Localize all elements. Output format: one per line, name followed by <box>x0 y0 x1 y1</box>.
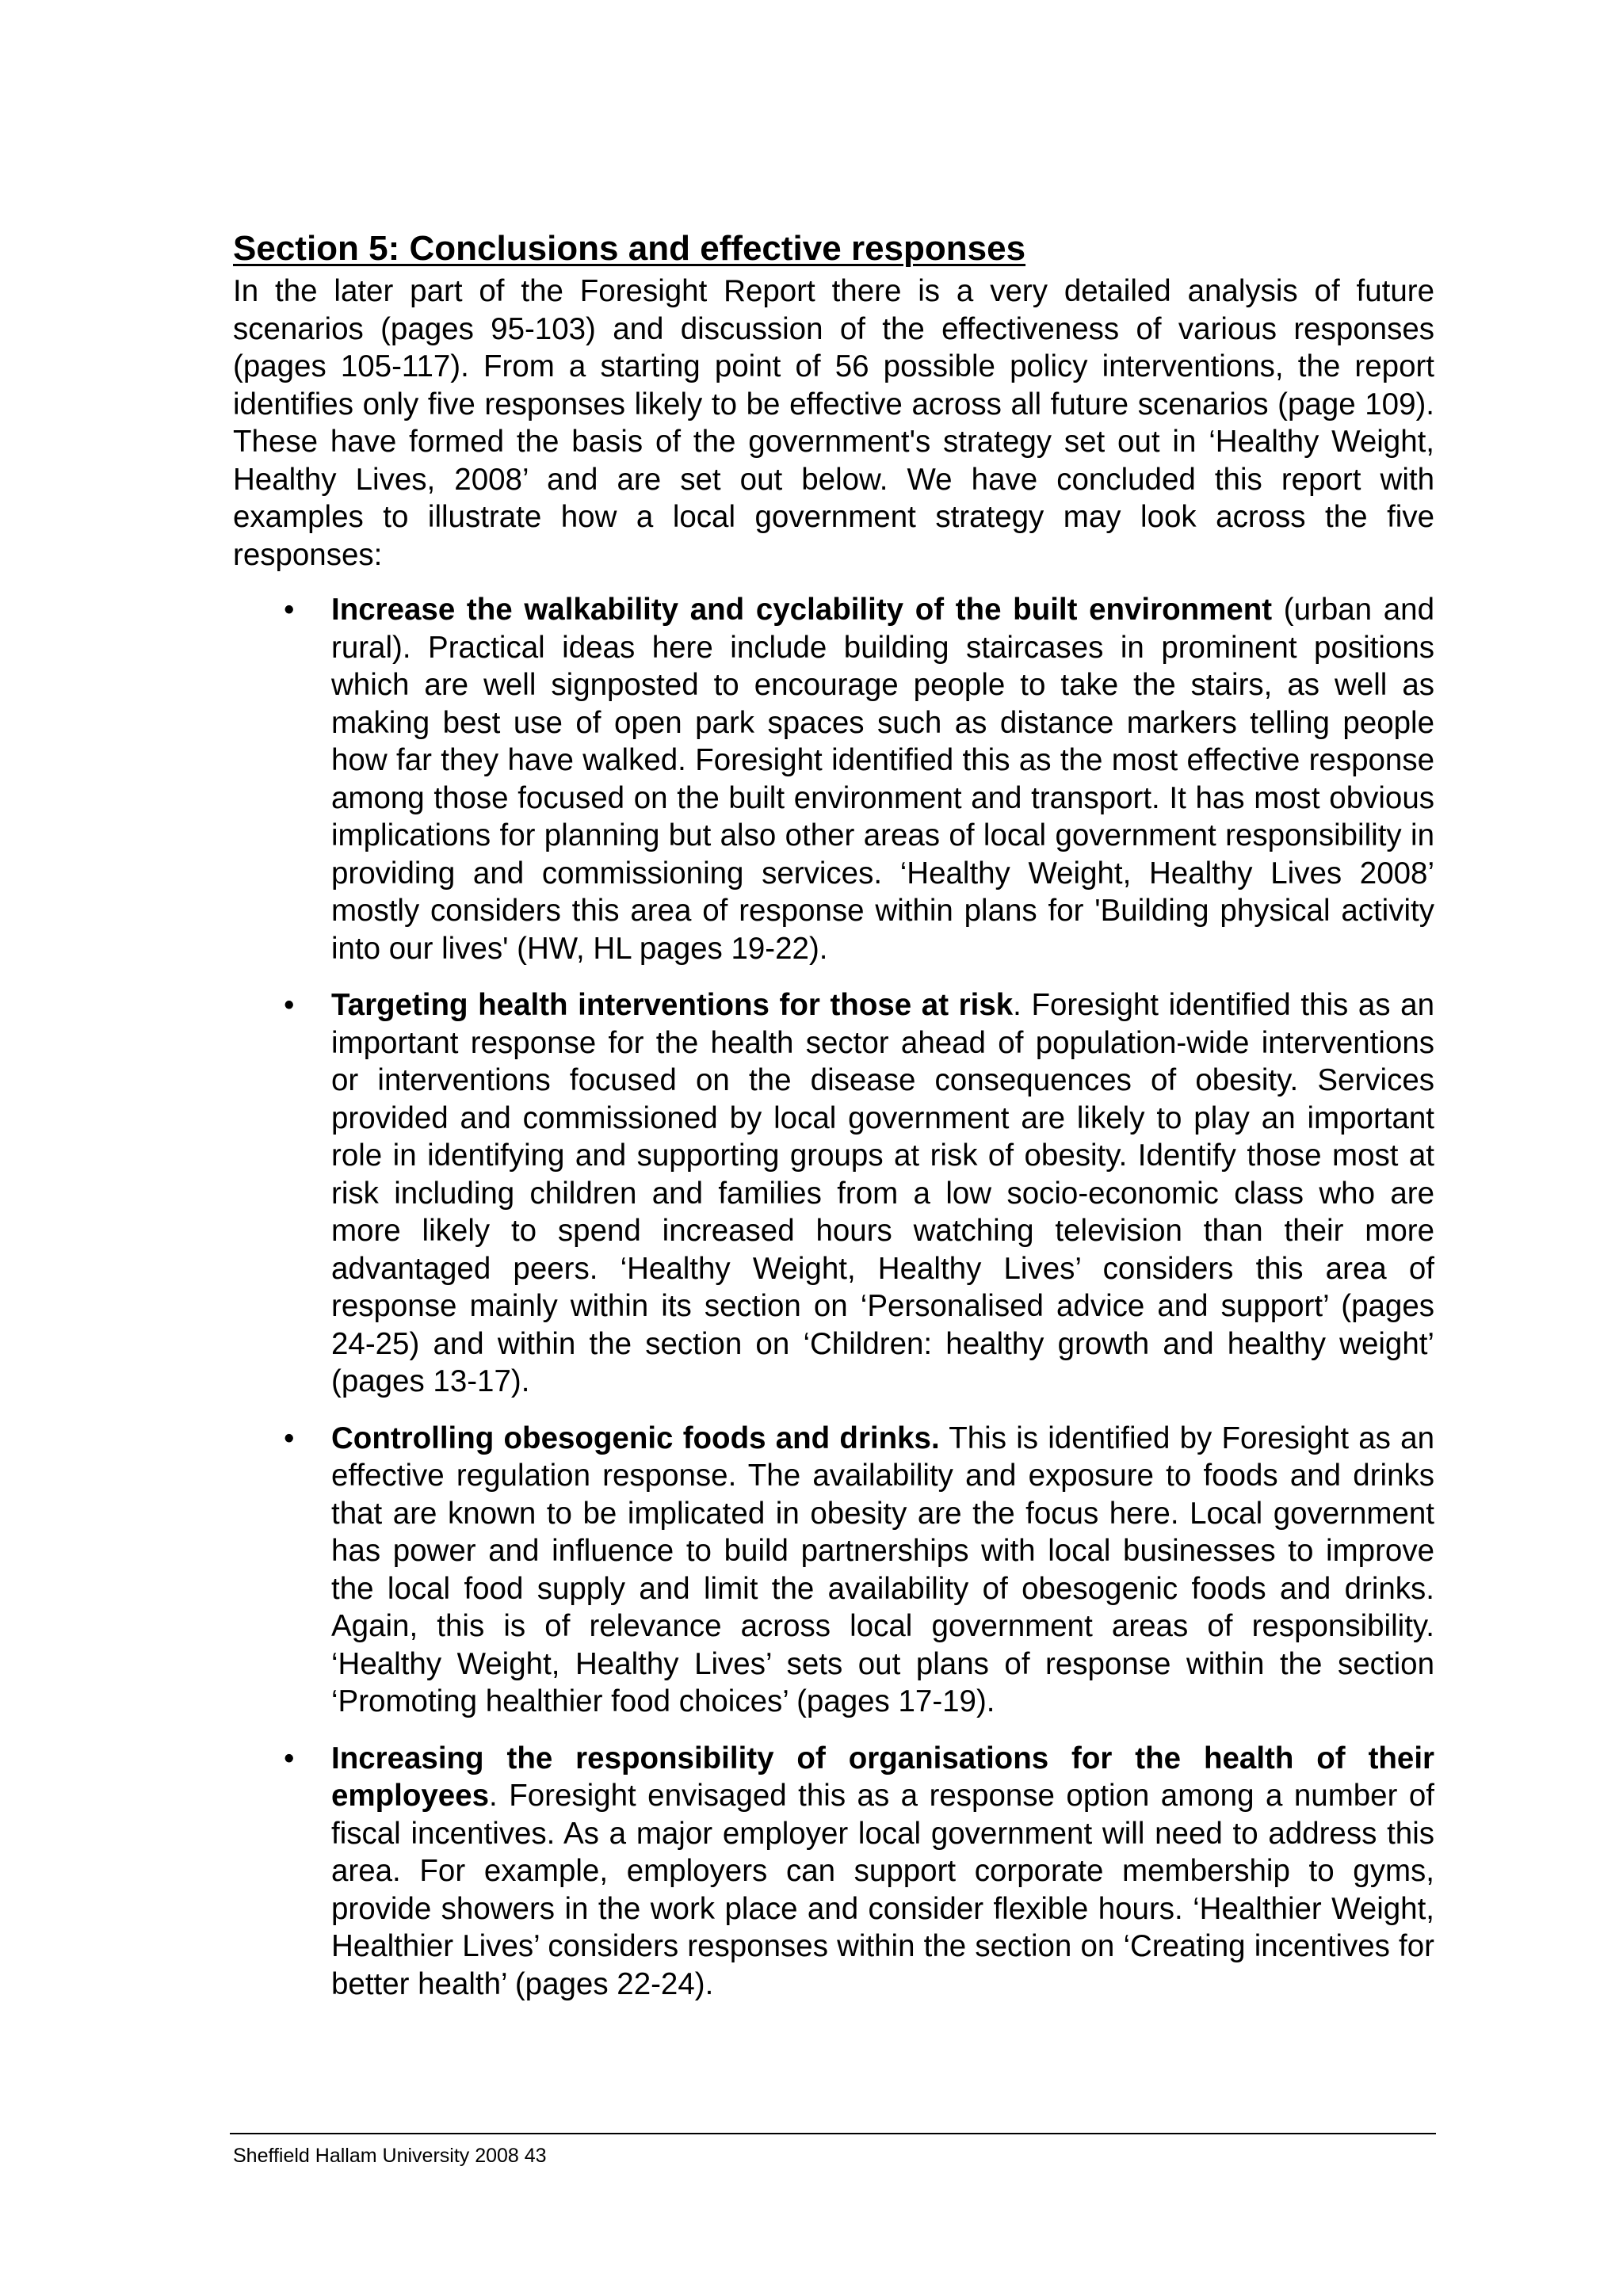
list-item-obesogenic <box>233 1420 1434 1721</box>
list-item-heading: Increase the walkability and cyclability of the built environment <box>331 593 1273 627</box>
section-title: Section 5: Conclusions and effective responses <box>233 229 1026 268</box>
list-item-body: . Foresight envisaged this as a response option among a number of fiscal incentives. As a major employer local government will need to address this area. For example, employers can support corporate membership to gyms, provide showers in the work place and consider flexible hours. ‘Healthier Weight, Healthier Lives’ considers responses within the section on ‘Creating incentives for better health’ (pages 22-24). <box>331 1779 1434 2001</box>
responses-list <box>233 591 1434 2003</box>
bullet-icon: • <box>284 593 295 627</box>
page-footer: Sheffield Hallam University 2008 43 <box>233 2145 547 2167</box>
bullet-icon: • <box>284 1741 295 1775</box>
list-item-body: . Foresight identified this as an important response for the health sector ahead of population-wide interventions or interventions focused on the disease consequences of obesity. Services provided and commissioned by local government are likely to play an important role in identifying and supporting groups at risk of obesity. Identify those most at risk including children and families from a low socio-economic class who are more likely to spend increased hours watching television than their more advantaged peers. ‘Healthy Weight, Healthy Lives’ considers this area of response mainly within its section on ‘Personalised advice and support’ (pages 24-25) and within the section on ‘Children: healthy growth and healthy weight’ (pages 13-17). <box>331 988 1434 1398</box>
list-item-body: This is identified by Foresight as an effective regulation response. The availability and exposure to foods and drinks that are known to be implicated in obesity are the focus here. Local government has power and influence to build partnerships with local businesses to improve the local food supply and limit the availability of obesogenic foods and drinks. Again, this is of relevance across local government areas of responsibility. ‘Healthy Weight, Healthy Lives’ sets out plans of response within the section ‘Promoting healthier food choices’ (pages 17-19). <box>331 1421 1434 1718</box>
intro-paragraph: In the later part of the Foresight Report there is a very detailed analysis of future scenarios (pages 95-103) and discussion of the effectiveness of various responses (pages 105-117). From a starting point of 56 possible policy interventions, the report identifies only five responses likely to be effective across all future scenarios (page 109). These have formed the basis of the government's strategy set out in ‘Healthy Weight, Healthy Lives, 2008’ and are set out below. We have concluded this report with examples to illustrate how a local government strategy may look across the five responses: <box>233 274 1434 572</box>
list-item-walkability <box>233 591 1434 967</box>
page-content <box>233 225 1434 2022</box>
list-item-heading: Controlling obesogenic foods and drinks. <box>331 1421 940 1455</box>
footer-divider <box>230 2133 1436 2134</box>
list-item-body: (urban and rural). Practical ideas here include building staircases in prominent positions which are well signposted to encourage people to take the stairs, as well as making best use of open park spaces such as distance markers telling people how far they have walked. Foresight identified this as the most effective response among those focused on the built environment and transport. It has most obvious implications for planning but also other areas of local government responsibility in providing and commissioning services. ‘Healthy Weight, Healthy Lives 2008’ mostly considers this area of response within plans for 'Building physical activity into our lives' (HW, HL pages 19-22). <box>331 593 1434 966</box>
list-item-heading: Increasing the responsibility of organisations for the health of their employees <box>331 1741 1434 1813</box>
bullet-icon: • <box>284 988 295 1022</box>
list-item-targeting <box>233 986 1434 1401</box>
list-item-employers <box>233 1740 1434 2004</box>
bullet-icon: • <box>284 1421 295 1455</box>
list-item-heading: Targeting health interventions for those at risk <box>331 988 1014 1022</box>
